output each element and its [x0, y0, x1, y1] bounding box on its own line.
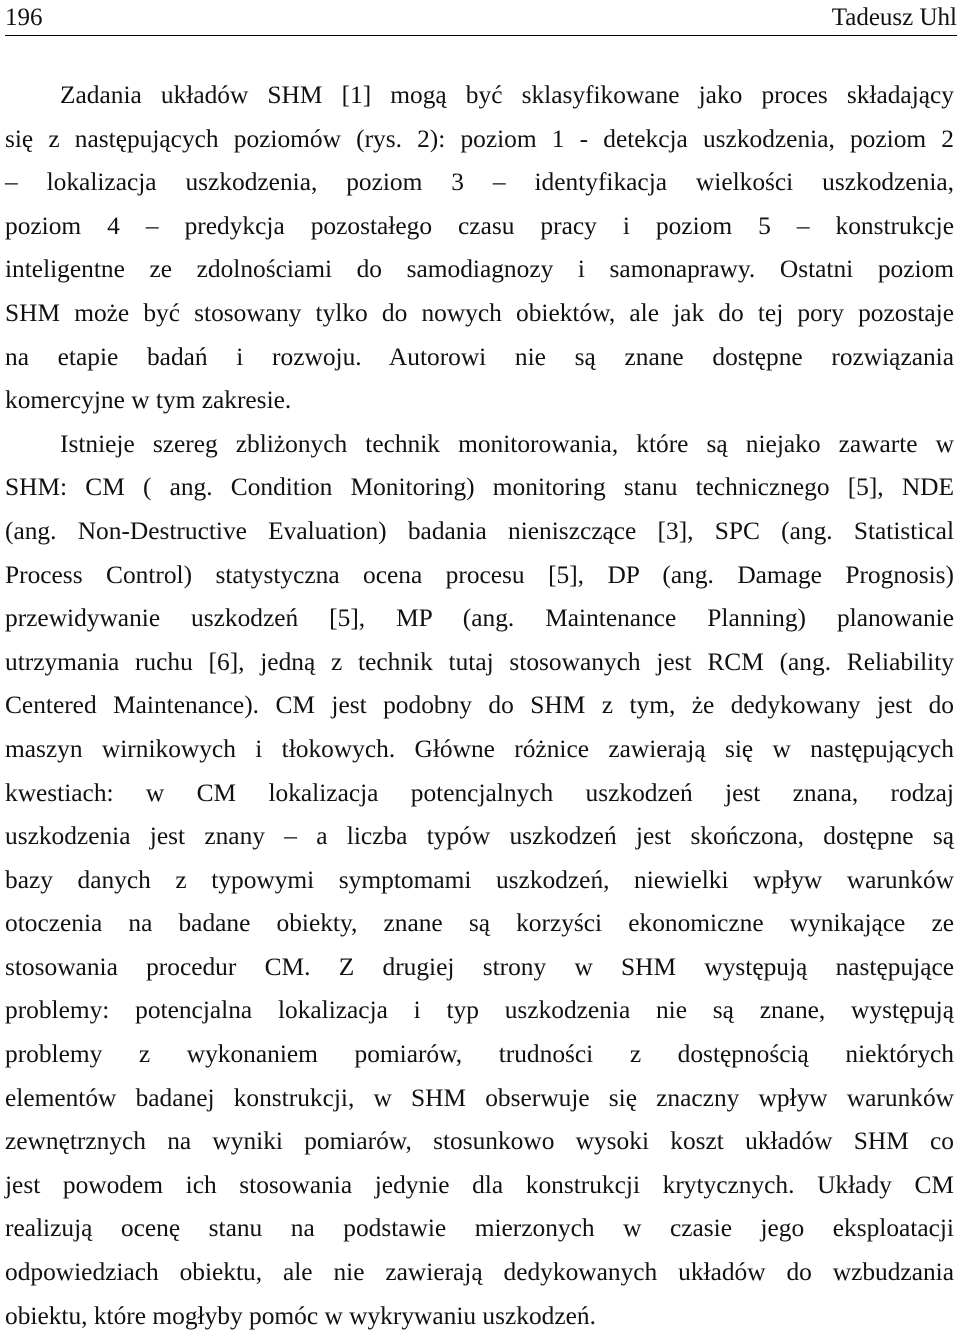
text-line: Process Control) statystyczna ocena procesu [5], DP (ang. Damage Prognosis): [5, 560, 954, 589]
text-line: jest powodem ich stosowania jedynie dla konstrukcji krytycznych. Układy CM: [5, 1170, 954, 1199]
text-line: Istnieje szereg zbliżonych technik monitorowania, które są niejako zawarte w: [60, 429, 954, 458]
text-line: inteligentne ze zdolnościami do samodiagnozy i samonaprawy. Ostatni poziom: [5, 255, 954, 284]
text-line: maszyn wirnikowych i tłokowych. Główne różnice zawierają się w następujących: [5, 734, 954, 763]
page-number: 196: [5, 4, 43, 31]
text-line: utrzymania ruchu [6], jedną z technik tutaj stosowanych jest RCM (ang. Reliability: [5, 647, 954, 676]
text-line: na etapie badań i rozwoju. Autorowi nie są znane dostępne rozwiązania: [5, 342, 954, 371]
text-line: elementów badanej konstrukcji, w SHM obserwuje się znaczny wpływ warunków: [5, 1083, 954, 1112]
body-text: [5, 74, 954, 1338]
text-line: SHM może być stosowany tylko do nowych obiektów, ale jak do tej pory pozostaje: [5, 298, 954, 327]
text-line: realizują ocenę stanu na podstawie mierzonych w czasie jego eksploatacji: [5, 1214, 954, 1243]
text-line: otoczenia na badane obiekty, znane są korzyści ekonomiczne wynikające ze: [5, 909, 954, 938]
text-line: komercyjne w tym zakresie.: [5, 386, 292, 415]
text-line: SHM: CM ( ang. Condition Monitoring) monitoring stanu technicznego [5], NDE: [5, 473, 954, 502]
text-line: obiektu, które mogłyby pomóc w wykrywaniu uszkodzeń.: [5, 1301, 596, 1330]
paragraph-monitoring-techniques: [5, 423, 954, 1338]
text-line: uszkodzenia jest znany – a liczba typów uszkodzeń jest skończona, dostępne są: [5, 822, 954, 851]
text-line: zewnętrznych na wyniki pomiarów, stosunkowo wysoki koszt układów SHM co: [5, 1127, 954, 1156]
text-line: się z następujących poziomów (rys. 2): poziom 1 - detekcja uszkodzenia, poziom 2: [5, 124, 954, 153]
page-header: [5, 0, 957, 36]
text-line: przewidywanie uszkodzeń [5], MP (ang. Maintenance Planning) planowanie: [5, 604, 954, 633]
text-line: poziom 4 – predykcja pozostałego czasu pracy i poziom 5 – konstrukcje: [5, 211, 954, 240]
running-head-author: Tadeusz Uhl: [831, 4, 957, 31]
text-line: kwestiach: w CM lokalizacja potencjalnych uszkodzeń jest znana, rodzaj: [5, 778, 954, 807]
text-line: stosowania procedur CM. Z drugiej strony w SHM występują następujące: [5, 952, 954, 981]
text-line: – lokalizacja uszkodzenia, poziom 3 – identyfikacja wielkości uszkodzenia,: [5, 168, 954, 197]
text-line: problemy: potencjalna lokalizacja i typ uszkodzenia nie są znane, występują: [5, 996, 954, 1025]
text-line: Centered Maintenance). CM jest podobny do SHM z tym, że dedykowany jest do: [5, 691, 954, 720]
text-line: bazy danych z typowymi symptomami uszkodzeń, niewielki wpływ warunków: [5, 865, 954, 894]
text-line: odpowiedziach obiektu, ale nie zawierają dedykowanych układów do wzbudzania: [5, 1258, 954, 1287]
text-line: Zadania układów SHM [1] mogą być sklasyfikowane jako proces składający: [60, 81, 954, 109]
text-line: problemy z wykonaniem pomiarów, trudności z dostępnością niektórych: [5, 1040, 954, 1069]
text-line: (ang. Non-Destructive Evaluation) badania nieniszczące [3], SPC (ang. Statistical: [5, 516, 954, 545]
paragraph-shm-levels: [5, 74, 954, 423]
